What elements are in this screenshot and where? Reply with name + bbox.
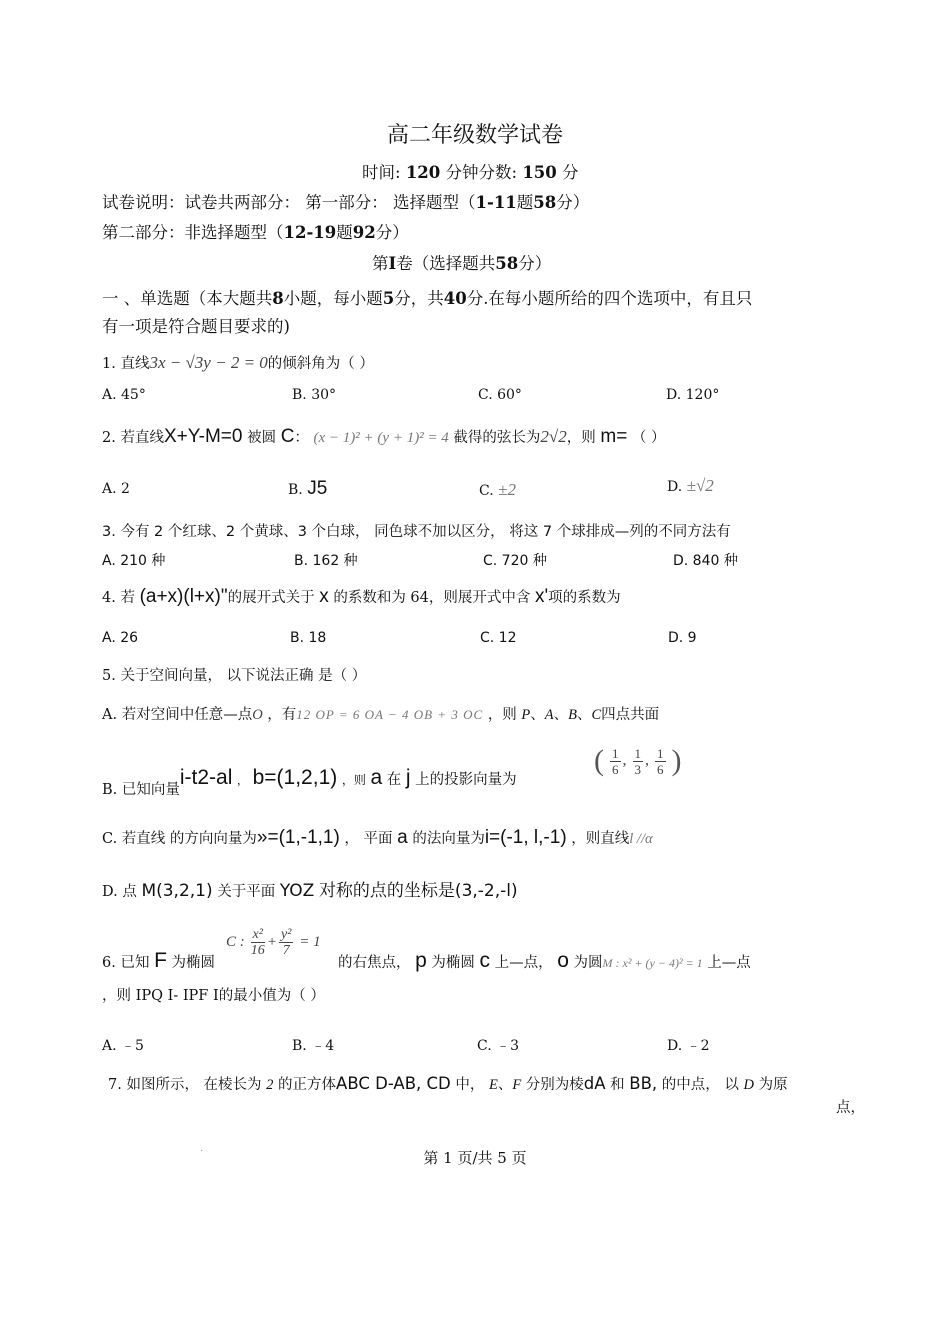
- question-text: 上—点，: [494, 955, 553, 971]
- q1-option-b: B. 30°: [292, 387, 337, 403]
- question-text: 直线: [120, 356, 150, 372]
- option-text: 上的投影向量为: [415, 772, 517, 788]
- q5-option-b: [102, 744, 180, 798]
- chord-length: 2√2: [540, 427, 567, 446]
- note-text: 分）: [556, 193, 590, 212]
- option-label: C.: [479, 483, 494, 499]
- fraction: [655, 746, 666, 777]
- question-text: 的正方体: [278, 1077, 337, 1093]
- separator: ,: [622, 751, 627, 769]
- question-3-stem: 3. 今有 2 个红球、2 个黄球、3 个白球， 同色球不加以区分， 将这 7 个球排成—列的不同方法有: [102, 524, 731, 540]
- q4-option-b: B. 18: [290, 630, 327, 646]
- point-label: A: [544, 707, 554, 723]
- option-text: C. 若直线 的方向向量为: [102, 831, 257, 847]
- q1-option-d: D. 120°: [666, 387, 720, 403]
- note-points: 92: [352, 223, 376, 242]
- time-label: 时间:: [362, 163, 401, 182]
- question-text: 为椭圆: [431, 955, 475, 971]
- point-label: C: [591, 707, 602, 723]
- question-text: 的右焦点，: [338, 955, 411, 971]
- note-points: 58: [533, 193, 557, 212]
- question-text: 项的系数为: [548, 590, 621, 606]
- question-1-stem: [102, 352, 374, 373]
- q5-option-b-body: [102, 766, 517, 790]
- fraction-numerator: 1: [657, 745, 664, 761]
- option-text: 、: [577, 707, 592, 723]
- fraction: [610, 746, 621, 777]
- ellipse-equation: [226, 927, 321, 958]
- note-text: 题: [336, 223, 353, 242]
- question-text: 和: [610, 1077, 625, 1093]
- q6-option-c: C. ﹣3: [477, 1038, 520, 1054]
- q3-option-a: A. 210 种: [102, 553, 166, 569]
- plane-alpha: a: [397, 827, 408, 848]
- heading-points: 58: [495, 254, 519, 273]
- heading-roman: I: [388, 254, 397, 273]
- option-text: A. 若对空间中任意—点: [102, 707, 253, 723]
- option-text: 对称的点的坐标是(3,-2,-l): [318, 881, 518, 901]
- parallel-relation: l //α: [629, 831, 653, 847]
- question-text: 若: [120, 590, 135, 606]
- fraction-denominator: 6: [657, 761, 664, 777]
- exam-note-part1: [102, 189, 589, 213]
- q2-option-c: [479, 480, 516, 500]
- question-6-stem: [102, 949, 215, 973]
- exam-title: 高二年级数学试卷: [386, 123, 563, 148]
- question-text: （ ）: [631, 430, 666, 446]
- plane-yoz: YOZ: [279, 881, 315, 901]
- heading-text: 第: [372, 254, 389, 273]
- question-text: 的展开式关于: [227, 590, 315, 606]
- option-text: 、: [553, 707, 569, 723]
- question-number: 2.: [102, 430, 116, 446]
- section-points-each: 5: [382, 289, 395, 308]
- q3-option-b: B. 162 种: [294, 553, 358, 569]
- question-text: ，则: [566, 430, 596, 446]
- question-text: 截得的弦长为: [453, 430, 541, 446]
- point-f: F: [512, 1077, 522, 1093]
- exam-note-part2: [102, 219, 409, 243]
- question-4-stem: [102, 586, 621, 608]
- expansion-expression: (a+x)(l+x)": [139, 586, 228, 607]
- question-text: 中，: [455, 1077, 485, 1093]
- question-number: 6.: [102, 955, 116, 971]
- question-2-stem: [102, 426, 666, 448]
- ellipse-name: C :: [226, 933, 245, 950]
- fraction-denominator: 7: [282, 943, 290, 958]
- focus-f: F: [154, 949, 167, 972]
- question-5-stem: 5. 关于空间向量， 以下说法正确 是（ ）: [102, 668, 367, 684]
- option-text: ，则: [487, 707, 517, 723]
- question-7-stem-cont: 点，: [836, 1100, 865, 1116]
- q6-option-d: D. ﹣2: [667, 1038, 710, 1054]
- stray-mark: ·: [200, 1146, 204, 1157]
- circle-equation: (x − 1)² + (y + 1)² = 4: [313, 430, 449, 446]
- separator: ,: [645, 751, 649, 769]
- question-text: 上—点: [707, 955, 751, 971]
- question-7-stem: [108, 1073, 788, 1094]
- q1-option-c: C. 60°: [478, 387, 522, 403]
- point-o: O: [252, 707, 263, 723]
- note-text: 第二部分：非选择题型（: [102, 223, 284, 242]
- question-text: 已知: [120, 955, 150, 971]
- unknown-m: m=: [600, 426, 628, 447]
- direction-vector: »=(1,-1,1): [256, 827, 340, 848]
- fraction-denominator: 6: [612, 761, 619, 777]
- fraction-numerator: y²: [281, 927, 292, 942]
- option-text: ，: [237, 774, 248, 787]
- option-text: 、: [530, 707, 545, 723]
- q2-option-a: A. 2: [102, 481, 130, 497]
- option-text: ，则: [341, 773, 366, 787]
- fraction-denominator: 16: [250, 943, 265, 958]
- fraction: [633, 746, 644, 777]
- note-range: 12-19: [283, 223, 337, 242]
- question-text: 被圆: [247, 430, 277, 446]
- q4-option-a: A. 26: [102, 630, 139, 646]
- question-text: ：: [294, 430, 309, 446]
- question-text: 若直线: [120, 430, 164, 446]
- section-one-heading-cont: 有一项是符合题目要求的): [102, 317, 290, 336]
- question-text: 的中点， 以: [661, 1077, 739, 1093]
- exam-time-line: [362, 159, 579, 183]
- vector-a-symbol: a: [370, 766, 383, 789]
- option-text: B. 已知向量: [102, 782, 180, 798]
- section-points-total: 40: [443, 289, 467, 308]
- option-text: D. 点: [102, 884, 137, 900]
- fraction-denominator: 3: [634, 761, 641, 777]
- line-equation: 3x − √3y − 2 = 0: [149, 353, 268, 372]
- q5-option-d: [102, 876, 518, 901]
- question-text: 的倾斜角为（ ）: [267, 356, 374, 372]
- circle-name: C: [280, 426, 295, 447]
- variable-x-power: x': [535, 586, 549, 607]
- circle-equation: M : x² + (y − 4)² = 1: [602, 956, 703, 970]
- option-text: ，则直线: [571, 831, 630, 847]
- q4-option-c: C. 12: [480, 630, 517, 646]
- ellipse-c: c: [479, 949, 491, 972]
- option-label: D.: [667, 479, 683, 495]
- origin-d: D: [743, 1077, 754, 1093]
- option-label: B.: [288, 482, 303, 498]
- option-text: 关于平面: [217, 884, 276, 900]
- q6-option-b: B. ﹣4: [292, 1038, 335, 1054]
- edge-bb: BB,: [629, 1074, 658, 1093]
- page-footer: 第 1 页/共 5 页: [423, 1149, 527, 1167]
- point-q: o: [557, 949, 569, 972]
- q1-option-a: A. 45°: [102, 387, 146, 403]
- vector-equation: 12 OP = 6 OA − 4 OB + 3 OC: [296, 707, 484, 722]
- q3-option-c: C. 720 种: [483, 553, 547, 569]
- section-text: 小题，每小题: [283, 289, 383, 308]
- edge-length: 2: [266, 1077, 274, 1093]
- variable-x: x: [319, 586, 329, 607]
- section-one-heading: [102, 285, 752, 309]
- fraction-numerator: x²: [252, 927, 263, 942]
- fraction-numerator: 1: [634, 745, 641, 761]
- fraction-numerator: 1: [612, 745, 619, 761]
- q2-option-b: [288, 478, 327, 500]
- heading-text: 分）: [518, 254, 552, 273]
- question-6-stem-line2: ，则 IPQ I- IPF I的最小值为（ ）: [102, 988, 325, 1004]
- point-e: E: [488, 1077, 498, 1093]
- line-equation: X+Y-M=0: [163, 426, 243, 447]
- projection-vector: [594, 744, 682, 778]
- option-value: J5: [307, 478, 328, 499]
- edge-da: dA: [583, 1074, 606, 1093]
- q3-option-d: D. 840 种: [673, 553, 738, 569]
- point-p: p: [415, 949, 427, 972]
- option-text: ，有: [267, 707, 297, 723]
- heading-text: 卷（选择题共: [396, 254, 496, 273]
- vector-b: b=(1,2,1): [252, 766, 338, 789]
- question-text: 为圆: [573, 955, 603, 971]
- fraction: [279, 927, 293, 958]
- cube-name: ABC D-AB, CD: [336, 1074, 451, 1093]
- question-text: 的系数和为 64，则展开式中含: [333, 590, 531, 606]
- note-text: 题: [516, 193, 534, 212]
- q5-option-a: [102, 703, 659, 724]
- volume-heading: [372, 250, 551, 274]
- score-value: 150: [522, 163, 557, 182]
- section-count: 8: [272, 289, 284, 308]
- q5-option-c: [102, 827, 653, 849]
- note-text: 分）: [375, 223, 409, 242]
- q4-option-d: D. 9: [668, 630, 697, 646]
- option-text: 在: [386, 772, 402, 788]
- section-text: 分，共: [394, 289, 444, 308]
- point-label: P: [521, 707, 531, 723]
- question-text: 分别为棱: [525, 1077, 584, 1093]
- option-text: 的法向量为: [412, 831, 485, 847]
- option-text: 四点共面: [601, 707, 660, 723]
- note-range: 1-11: [475, 193, 517, 212]
- question-text: 为原: [758, 1077, 788, 1093]
- section-text: 分.在每小题所给的四个选项中，有且只: [466, 289, 753, 308]
- question-text: 为椭圆: [171, 955, 215, 971]
- equation-rhs: = 1: [299, 933, 321, 950]
- question-6-stem-cont: [338, 949, 751, 973]
- normal-vector: i=(-1, l,-1): [484, 827, 567, 848]
- operator: +: [266, 933, 278, 950]
- time-score-label: 分钟分数:: [445, 163, 518, 182]
- question-text: 、: [497, 1077, 513, 1093]
- vector-j-symbol: j: [405, 766, 411, 789]
- note-text: 试卷说明：试卷共两部分： 第一部分： 选择题型（: [102, 193, 476, 212]
- time-value: 120: [405, 163, 441, 182]
- question-number: 4.: [102, 590, 116, 606]
- point-m: M(3,2,1): [141, 881, 213, 901]
- question-text: 7. 如图所示， 在棱长为: [108, 1077, 262, 1093]
- section-text: 一 、单选题（本大题共: [102, 289, 273, 308]
- score-unit: 分: [562, 163, 579, 182]
- option-value: ±√2: [686, 476, 714, 495]
- point-label: B: [568, 707, 577, 723]
- option-value: ±2: [498, 480, 516, 499]
- paren-right-icon: ): [671, 744, 682, 777]
- q6-option-a: A. ﹣5: [102, 1038, 144, 1054]
- question-number: 1.: [102, 356, 116, 372]
- q2-option-d: [667, 476, 714, 496]
- fraction: [251, 927, 265, 958]
- paren-left-icon: (: [594, 744, 604, 777]
- vector-a: i-t2-al: [179, 766, 233, 789]
- option-text: ， 平面: [344, 831, 393, 847]
